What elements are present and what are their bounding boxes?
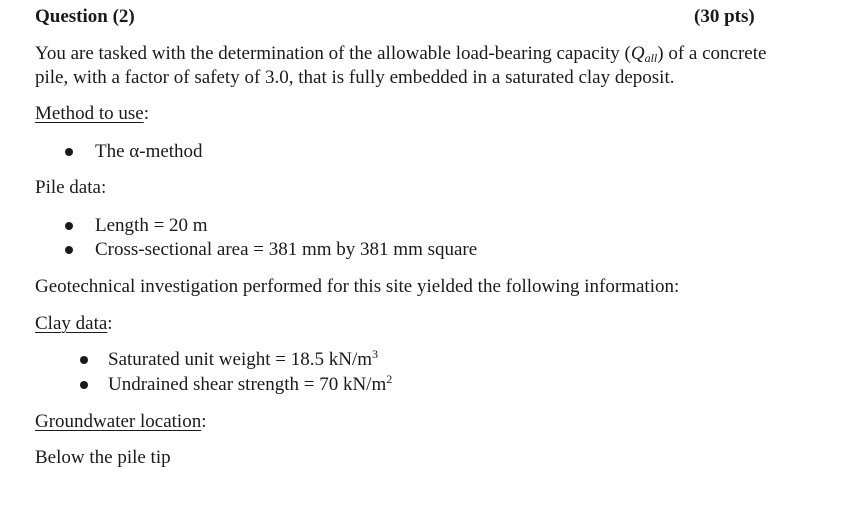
pile-heading: Pile data: (35, 177, 107, 198)
question-title: Question (2) (35, 6, 135, 27)
pile-item-length: Length = 20 m (95, 215, 208, 236)
q-subscript: all (644, 51, 658, 65)
intro-line-1-end: ) of a concrete (657, 43, 767, 64)
clay-heading-text: Clay data (35, 313, 108, 334)
clay-item-shear-strength-text: Undrained shear strength = 70 kN/m (108, 374, 387, 395)
geotech-text: Geotechnical investigation performed for this site yielded the following information: (35, 276, 680, 297)
groundwater-heading (35, 412, 206, 431)
groundwater-text: Below the pile tip (35, 447, 171, 468)
clay-item-shear-strength (108, 372, 393, 395)
clay-heading (35, 314, 113, 333)
q-symbol: Q (630, 43, 645, 64)
groundwater-heading-text: Groundwater location (35, 411, 202, 432)
method-bullet (65, 148, 73, 156)
method-item: The α-method (95, 141, 203, 162)
groundwater-heading-colon: : (201, 411, 207, 432)
pile-bullet-2 (65, 246, 73, 254)
clay-bullet-2 (80, 381, 88, 389)
q-all-symbol (631, 43, 657, 64)
clay-item-unit-weight-sup: 3 (372, 347, 379, 361)
clay-item-shear-strength-sup: 2 (386, 372, 393, 386)
clay-bullet-1 (80, 356, 88, 364)
intro-line-1 (35, 44, 766, 63)
method-heading (35, 104, 149, 123)
clay-item-unit-weight-text: Saturated unit weight = 18.5 kN/m (108, 349, 373, 370)
method-heading-text: Method to use (35, 103, 144, 124)
clay-item-unit-weight (108, 347, 379, 370)
intro-line-1-start: You are tasked with the determination of the allowable load-bearing capacity ( (35, 43, 631, 64)
pile-item-area: Cross-sectional area = 381 mm by 381 mm square (95, 239, 478, 260)
clay-heading-colon: : (107, 313, 113, 334)
intro-line-2: pile, with a factor of safety of 3.0, that is fully embedded in a saturated clay deposit. (35, 67, 675, 88)
question-points: (30 pts) (694, 6, 755, 27)
pile-bullet-1 (65, 222, 73, 230)
method-heading-colon: : (143, 103, 149, 124)
